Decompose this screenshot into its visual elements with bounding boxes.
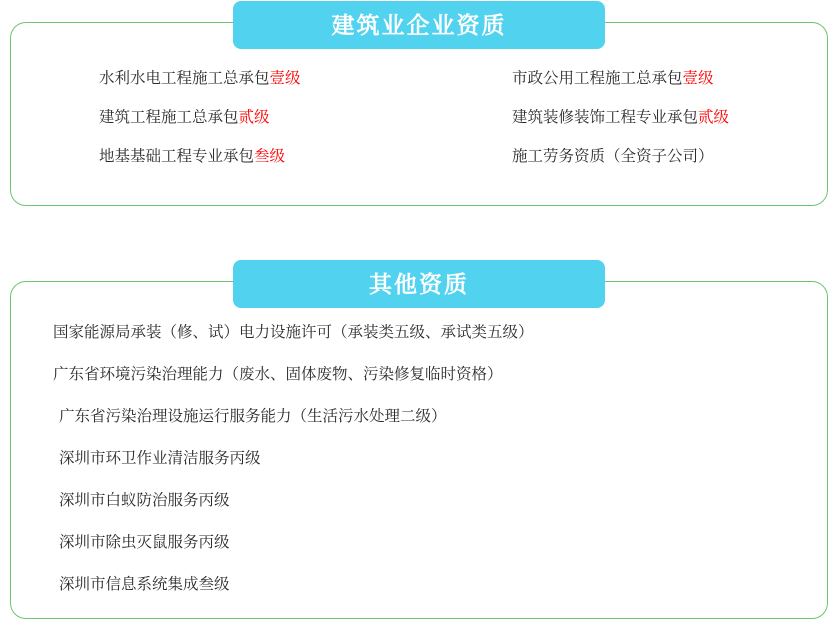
other-qualification-list: [53, 323, 807, 595]
section-other-qualifications: [10, 271, 828, 619]
qualification-label: 市政公用工程施工总承包: [512, 70, 683, 87]
list-item: 广东省污染治理设施运行服务能力（生活污水处理二级）: [59, 408, 447, 425]
qualification-item: [11, 147, 420, 167]
qualification-grade: 贰级: [698, 109, 730, 126]
qualification-label: 建筑工程施工总承包: [99, 109, 239, 126]
qualification-item: [11, 69, 420, 89]
qualification-grade: 壹级: [682, 70, 714, 87]
list-item: 深圳市环卫作业清洁服务丙级: [59, 450, 261, 467]
qualification-item: [420, 69, 829, 89]
section-construction-qualifications: [10, 12, 828, 206]
list-item: 深圳市除虫灭鼠服务丙级: [59, 534, 230, 551]
qualification-item: [420, 147, 829, 167]
qualification-label: 水利水电工程施工总承包: [99, 70, 270, 87]
list-item: 深圳市信息系统集成叁级: [59, 576, 230, 593]
construction-qualification-grid: [11, 69, 829, 167]
section-construction-title: 建筑业企业资质: [233, 1, 605, 49]
list-item: 深圳市白蚁防治服务丙级: [59, 492, 230, 509]
qualification-item: [11, 108, 420, 128]
list-item: 国家能源局承装（修、试）电力设施许可（承装类五级、承试类五级）: [53, 324, 534, 341]
section-other-title: 其他资质: [233, 260, 605, 308]
qualification-grade: 贰级: [238, 109, 270, 126]
qualification-label: 施工劳务资质（全资子公司）: [512, 148, 714, 165]
qualification-label: 建筑装修装饰工程专业承包: [512, 109, 699, 126]
qualification-grade: 叁级: [254, 148, 286, 165]
qualification-grade: 壹级: [269, 70, 301, 87]
qualification-label: 地基基础工程专业承包: [99, 148, 255, 165]
qualification-item: [420, 108, 829, 128]
list-item: 广东省环境污染治理能力（废水、固体废物、污染修复临时资格）: [53, 366, 503, 383]
